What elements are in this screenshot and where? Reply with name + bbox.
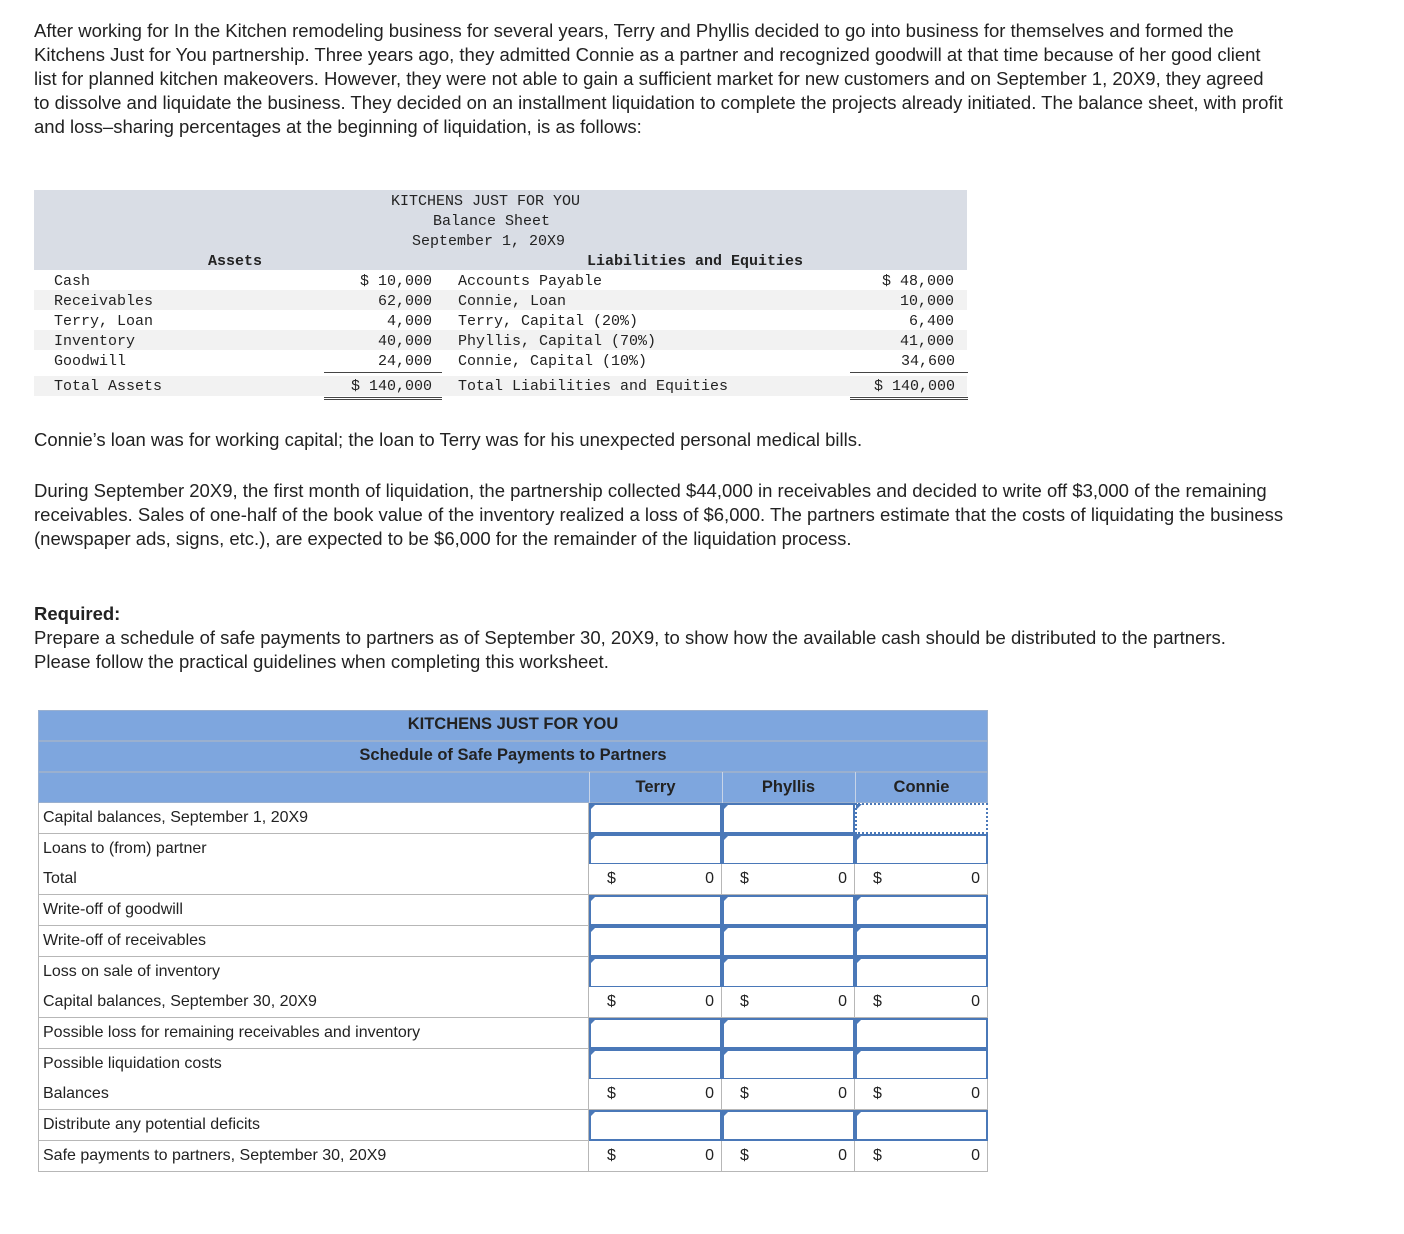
ws-input-connie[interactable] [855,803,988,834]
input-corner-marker [856,927,862,933]
currency-symbol: $ [740,993,749,1010]
bs-total-liab-value: $ 140,000 [850,377,968,400]
ws-input-phyllis[interactable] [722,895,855,926]
bs-asset-label: Cash [54,273,91,290]
currency-symbol: $ [607,870,616,887]
ws-input-terry[interactable] [589,834,722,865]
ws-input-connie[interactable] [855,895,988,926]
required-heading: Required: [34,603,121,624]
total-value: 0 [838,993,847,1010]
bs-asset-label: Inventory [54,333,136,350]
ws-input-connie[interactable] [855,1049,988,1080]
bs-asset-label: Terry, Loan [54,313,154,330]
ws-input-terry[interactable] [589,1110,722,1141]
input-corner-marker [723,958,729,964]
bs-total-assets-value: $ 140,000 [324,377,442,400]
bs-liab-label: Accounts Payable [458,273,603,290]
ws-total-connie [855,1079,988,1110]
total-value: 0 [971,1147,980,1164]
ws-total-connie [855,987,988,1018]
bs-date: September 1, 20X9 [412,233,566,250]
total-value: 0 [838,870,847,887]
bs-asset-value: 62,000 [377,293,432,310]
ws-row-label: Safe payments to partners, September 30, 20X9 [38,1141,588,1172]
currency-symbol: $ [607,1147,616,1164]
input-corner-marker [590,958,596,964]
balance-sheet [34,190,967,405]
ws-input-phyllis[interactable] [722,803,855,834]
ws-row-label: Loss on sale of inventory [38,957,588,988]
ws-row-label: Possible liquidation costs [38,1049,588,1080]
ws-row-label: Total [38,864,588,895]
input-corner-marker [856,958,862,964]
total-value: 0 [971,870,980,887]
ws-input-terry[interactable] [589,957,722,988]
ws-input-terry[interactable] [589,1018,722,1049]
ws-row-label: Balances [38,1079,588,1110]
ws-input-phyllis[interactable] [722,926,855,957]
ws-total-phyllis [722,987,855,1018]
bs-asset-label: Goodwill [54,353,127,370]
input-corner-marker [590,1019,596,1025]
input-corner-marker [723,896,729,902]
input-corner-marker [590,927,596,933]
currency-symbol: $ [607,993,616,1010]
ws-total-phyllis [722,864,855,895]
ws-input-connie[interactable] [855,834,988,865]
bs-asset-value: 4,000 [386,313,432,330]
input-corner-marker [590,835,596,841]
bs-asset-value: $ 10,000 [359,273,432,290]
ws-input-phyllis[interactable] [722,1049,855,1080]
bs-liab-label: Terry, Capital (20%) [458,313,639,330]
ws-cell-divider [987,987,988,1018]
ws-col-connie: Connie [893,778,950,796]
bs-liab-label: Phyllis, Capital (70%) [458,333,657,350]
input-corner-marker [856,804,862,810]
input-corner-marker [856,1111,862,1117]
ws-total-connie [855,864,988,895]
bs-liab-value: 10,000 [899,293,954,310]
problem-intro: After working for In the Kitchen remodeling business for several years, Terry and Phyllis decided to go into business for themselves and formed the Kitchens Just for You partnership. Three years ago, they admitted Connie as a partner and recognized goodwill at that time because of her good client list for planned kitchen makeovers. However, they were not able to gain a sufficient market for new customers and on September 1, 20X9, they agreed to dissolve and liquidate the business. They decided on an installment liquidation to complete the projects already initiated. The balance sheet, with profit and loss–sharing percentages at the beginning of liquidation, is as follows: [34,20,1283,137]
ws-subtitle: Schedule of Safe Payments to Partners [359,746,667,764]
bs-title: KITCHENS JUST FOR YOU [391,193,581,210]
total-value: 0 [838,1147,847,1164]
ws-input-phyllis[interactable] [722,1018,855,1049]
ws-input-terry[interactable] [589,803,722,834]
ws-input-connie[interactable] [855,1018,988,1049]
ws-input-phyllis[interactable] [722,834,855,865]
currency-symbol: $ [607,1085,616,1102]
input-corner-marker [856,835,862,841]
currency-symbol: $ [740,870,749,887]
total-value: 0 [705,1147,714,1164]
input-corner-marker [590,804,596,810]
currency-symbol: $ [873,1147,882,1164]
ws-input-connie[interactable] [855,926,988,957]
total-value: 0 [705,1085,714,1102]
ws-cell-divider [987,1141,988,1172]
bs-subtitle: Balance Sheet [433,213,551,230]
currency-symbol: $ [740,1085,749,1102]
input-corner-marker [856,1050,862,1056]
ws-col-phyllis: Phyllis [761,778,816,796]
input-corner-marker [723,1111,729,1117]
september-activity: During September 20X9, the first month of liquidation, the partnership collected $44,000 in receivables and decided to write off $3,000 of the remaining receivables. Sales of one-half of the book value of the inventory realized a loss of $6,000. The partners estimate that the costs of liquidating the business (newspaper ads, signs, etc.), are expected to be $6,000 for the remainder of the liquidation process. [34,480,1284,549]
total-value: 0 [971,993,980,1010]
ws-input-terry[interactable] [589,926,722,957]
bs-liab-value: $ 48,000 [881,273,954,290]
loan-note: Connie’s loan was for working capital; the loan to Terry was for his unexpected personal medical bills. [34,429,863,450]
bs-asset-value: 24,000 [324,352,442,373]
currency-symbol: $ [740,1147,749,1164]
input-corner-marker [723,835,729,841]
bs-asset-label: Receivables [54,293,154,310]
bs-liab-header: Liabilities and Equities [587,253,804,270]
ws-total-connie [855,1141,988,1172]
input-corner-marker [590,896,596,902]
ws-row-label: Write-off of goodwill [38,895,588,926]
currency-symbol: $ [873,870,882,887]
ws-row-label: Loans to (from) partner [38,834,588,865]
ws-row-label: Write-off of receivables [38,926,588,957]
required-text: Prepare a schedule of safe payments to partners as of September 30, 20X9, to show how the available cash should be distributed to the partners. Please follow the practical guidelines when completing this worksheet. [34,627,1226,672]
ws-cell-divider [987,1079,988,1110]
bs-liab-label: Connie, Loan [458,293,567,310]
ws-total-phyllis [722,1079,855,1110]
ws-total-terry [589,864,722,895]
bs-liab-value: 6,400 [908,313,954,330]
input-corner-marker [590,1111,596,1117]
ws-input-connie[interactable] [855,1110,988,1141]
input-corner-marker [723,927,729,933]
ws-title: KITCHENS JUST FOR YOU [407,715,619,733]
ws-total-terry [589,987,722,1018]
currency-symbol: $ [873,1085,882,1102]
ws-total-terry [589,1141,722,1172]
bs-liab-value: 34,600 [850,352,968,373]
total-value: 0 [971,1085,980,1102]
total-value: 0 [705,870,714,887]
ws-input-phyllis[interactable] [722,1110,855,1141]
ws-total-phyllis [722,1141,855,1172]
currency-symbol: $ [873,993,882,1010]
total-value: 0 [838,1085,847,1102]
bs-total-assets-label: Total Assets [54,378,163,395]
input-corner-marker [723,1050,729,1056]
ws-row-label: Capital balances, September 1, 20X9 [38,803,588,834]
ws-input-phyllis[interactable] [722,957,855,988]
ws-col-terry: Terry [635,778,676,796]
input-corner-marker [590,1050,596,1056]
ws-row-label: Distribute any potential deficits [38,1110,588,1141]
total-value: 0 [705,993,714,1010]
input-corner-marker [856,1019,862,1025]
ws-input-terry[interactable] [589,895,722,926]
ws-input-terry[interactable] [589,1049,722,1080]
bs-total-liab-label: Total Liabilities and Equities [458,378,729,395]
input-corner-marker [723,804,729,810]
ws-total-terry [589,1079,722,1110]
ws-cell-divider [987,864,988,895]
ws-row-label: Possible loss for remaining receivables and inventory [38,1018,588,1049]
bs-assets-header: Assets [208,253,263,270]
safe-payments-worksheet [38,710,988,1171]
input-corner-marker [856,896,862,902]
bs-asset-value: 40,000 [377,333,432,350]
bs-liab-label: Connie, Capital (10%) [458,353,648,370]
input-corner-marker [723,1019,729,1025]
ws-input-connie[interactable] [855,957,988,988]
bs-liab-value: 41,000 [899,333,954,350]
ws-row-label: Capital balances, September 30, 20X9 [38,987,588,1018]
